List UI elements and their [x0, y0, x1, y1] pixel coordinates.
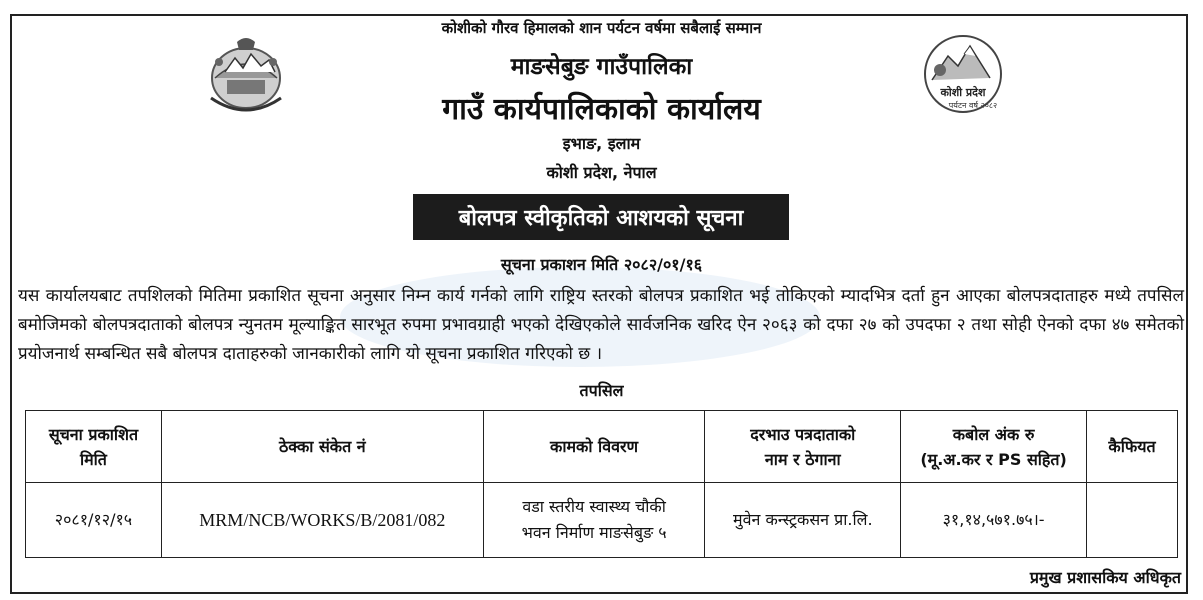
org-name: माङसेबुङ गाउँपालिका	[510, 54, 693, 80]
table-row	[26, 483, 1178, 558]
header-publish-date	[26, 411, 162, 483]
header-text: कामको विवरण	[550, 437, 639, 456]
notice-title: बोलपत्र स्वीकृतिको आशयको सूचना	[458, 206, 744, 231]
header-text: नाम र ठेगाना	[764, 449, 841, 469]
cell-amount: ३१,१४,५७१.७५।-	[901, 483, 1087, 558]
cell-date: २०८१/१२/१५	[26, 483, 162, 558]
work-line-1: वडा स्तरीय स्वास्थ्य चौकी	[522, 497, 666, 516]
table-header-row	[26, 411, 1178, 483]
published-date: सूचना प्रकाशन मिति २०८२/०१/१६	[500, 255, 703, 274]
header-text: दरभाउ पत्रदाताको	[750, 424, 856, 444]
tapasil-heading: तपसिल	[579, 381, 624, 400]
notice-title-box	[413, 194, 789, 240]
logo-text-koshi: कोशी प्रदेश	[940, 86, 986, 99]
office-name: गाउँ कार्यपालिकाको कार्यालय	[442, 92, 761, 127]
bid-table	[25, 410, 1178, 558]
header-remarks	[1087, 411, 1178, 483]
header-text: (मू.अ.कर र PS सहित)	[920, 449, 1067, 469]
cell-contract-no: MRM/NCB/WORKS/B/2081/082	[161, 483, 483, 558]
signature: प्रमुख प्रशासकिय अधिकृत	[1029, 568, 1181, 587]
cell-bidder: मुवेन कन्स्ट्रकसन प्रा.लि.	[705, 483, 901, 558]
header-text: ठेक्का संकेत नं	[278, 437, 366, 456]
header-bidder	[705, 411, 901, 483]
header-work-description	[483, 411, 705, 483]
slogan: कोशीको गौरव हिमालको शान पर्यटन वर्षमा सबैलाई सम्मान	[441, 19, 762, 37]
header-text: कैफियत	[1108, 437, 1156, 456]
cell-remarks	[1087, 483, 1178, 558]
header-bid-amount	[901, 411, 1087, 483]
header-contract-no	[161, 411, 483, 483]
cell-work-description	[483, 483, 705, 558]
notice-body: यस कार्यालयबाट तपशिलको मितिमा प्रकाशित सूचना अनुसार निम्न कार्य गर्नको लागि राष्ट्रिय स्तरको बोलपत्र प्रकाशित भई तोकिएको म्यादभित्र दर्ता हुन आएका बोलपत्रदाताहरु मध्ये तपसिल बमोजिमको बोलपत्रदाताको बोलपत्र न्युनतम मूल्याङ्कित सारभूत रुपमा प्रभावग्राही भएको देखिएकोले सार्वजनिक खरिद ऐन २०६३ को दफा २७ को उपदफा २ तथा सोही ऐनको दफा ४७ समेतको प्रयोजनार्थ सम्बन्धित सबै बोलपत्र दाताहरुको जानकारीको लागि यो सूचना प्रकाशित गरिएको छ ।	[18, 286, 1184, 364]
address-line-1: इभाङ, इलाम	[562, 134, 641, 153]
header-text: सूचना प्रकाशित	[48, 424, 139, 444]
work-line-2: भवन निर्माण माङसेबुङ ५	[521, 523, 667, 542]
header-text: मिति	[79, 449, 107, 469]
address-line-2: कोशी प्रदेश, नेपाल	[546, 163, 657, 182]
logo-text-year: पर्यटन वर्ष २०८२	[948, 101, 998, 110]
header-text: कबोल अंक रु	[952, 424, 1035, 444]
